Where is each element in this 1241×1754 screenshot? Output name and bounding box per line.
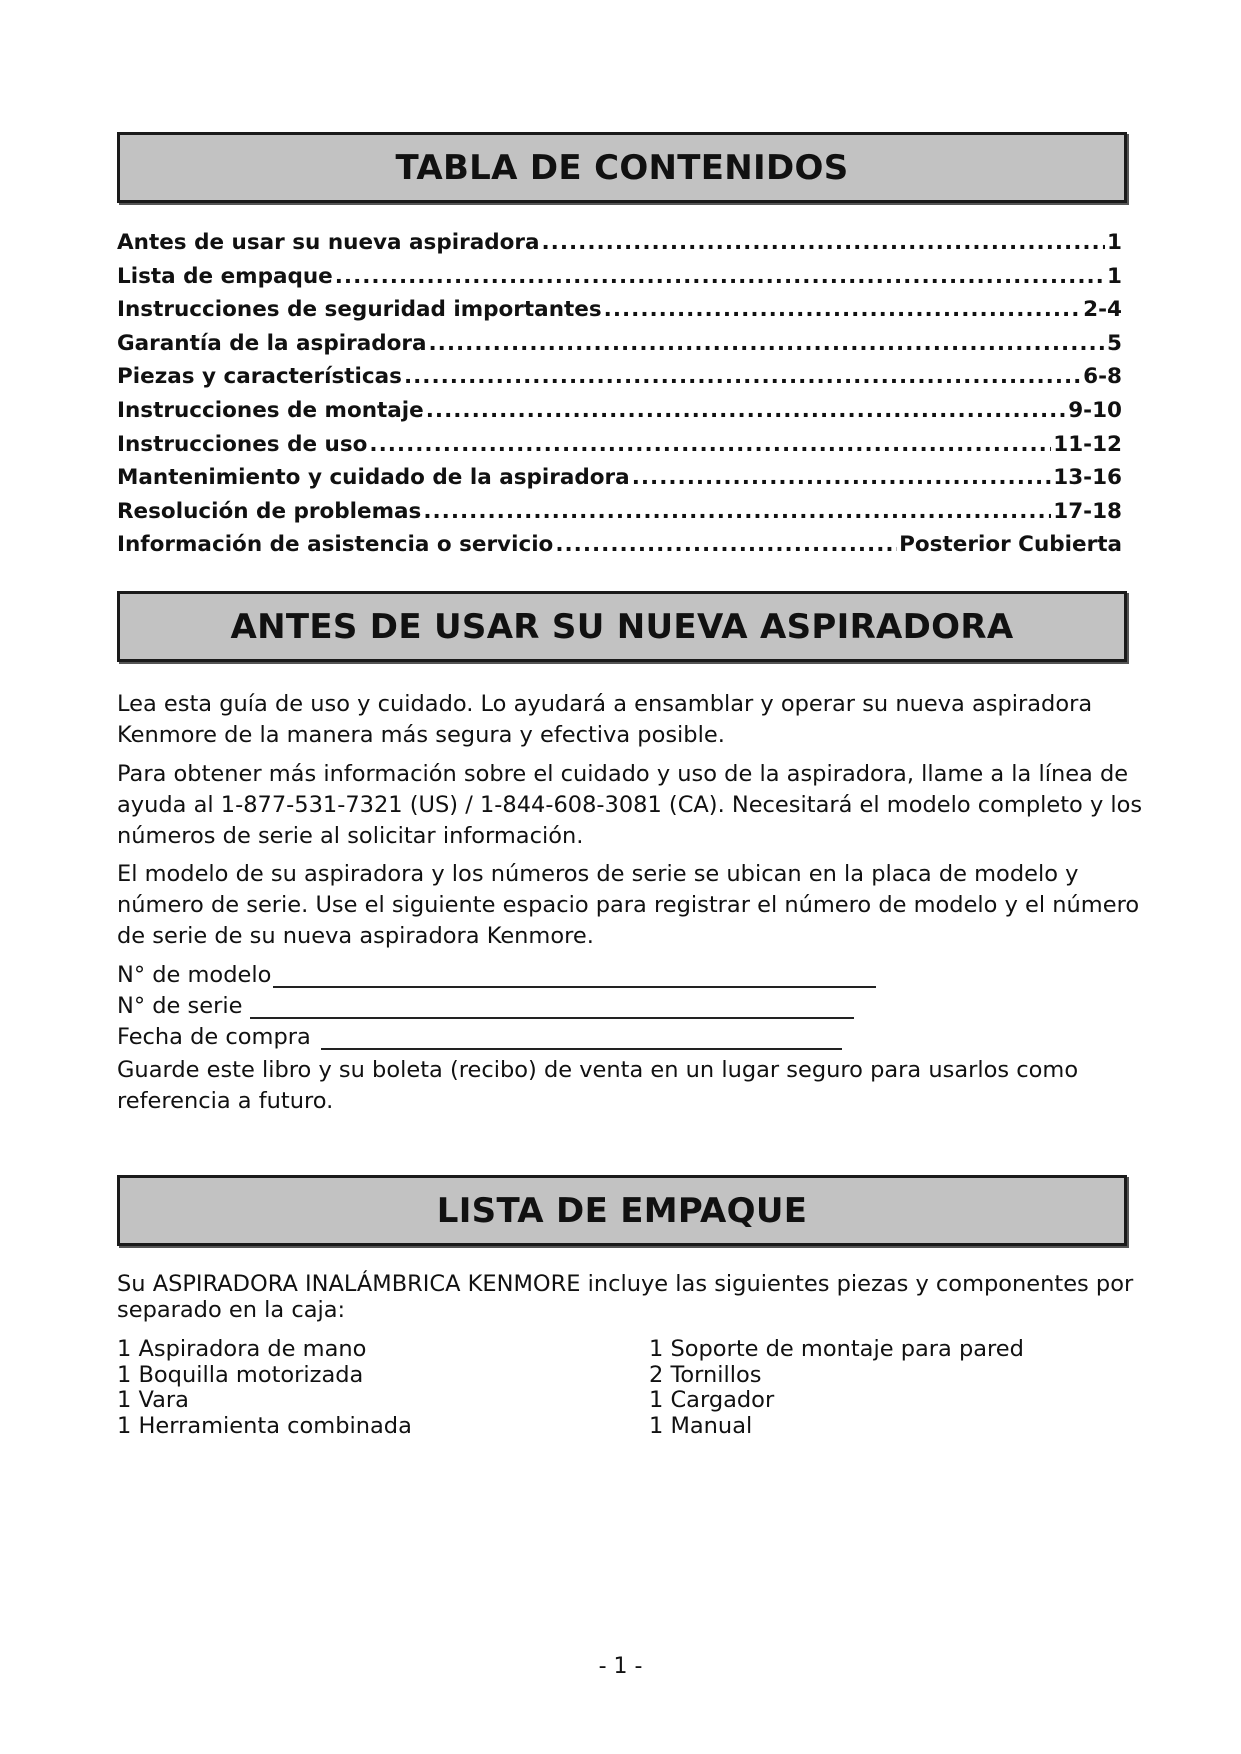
purchase-date-field bbox=[117, 1020, 842, 1050]
purchase-date-blank-line bbox=[321, 1026, 842, 1050]
toc-entry bbox=[117, 465, 1122, 499]
toc-entry-page: 11-12 bbox=[1053, 431, 1122, 457]
packing-list-heading: LISTA DE EMPAQUE bbox=[117, 1175, 1127, 1246]
toc-leader-dots bbox=[369, 432, 1051, 457]
model-number-label: N° de modelo bbox=[117, 962, 272, 988]
toc-leader-dots bbox=[423, 499, 1051, 524]
toc-leader-dots bbox=[604, 297, 1082, 322]
packing-items-right bbox=[649, 1337, 1024, 1439]
purchase-date-label: Fecha de compra bbox=[117, 1024, 311, 1050]
toc-entry-page: 1 bbox=[1107, 230, 1122, 255]
toc-entry-page: 5 bbox=[1107, 330, 1122, 356]
packing-item: 1 Soporte de montaje para pared bbox=[649, 1336, 1024, 1362]
toc-entry bbox=[117, 331, 1122, 365]
model-number-field bbox=[117, 958, 876, 988]
packing-item: 1 Cargador bbox=[649, 1387, 775, 1413]
toc-entry bbox=[117, 532, 1122, 566]
serial-info-paragraph: El modelo de su aspiradora y los números de serie se ubican en la placa de modelo y número de serie. Use el siguiente espacio para registrar el número de modelo y el número de serie de su nueva aspiradora Kenmore. bbox=[117, 861, 1140, 949]
toc-leader-dots bbox=[555, 532, 897, 557]
toc-entry-page: 1 bbox=[1107, 263, 1122, 289]
packing-item: 1 Aspiradora de mano bbox=[117, 1336, 367, 1362]
toc-entry-page: 13-16 bbox=[1053, 465, 1122, 491]
packing-item: 1 Boquilla motorizada bbox=[117, 1361, 364, 1388]
toc-entry bbox=[117, 230, 1122, 264]
toc-leader-dots bbox=[335, 264, 1105, 289]
packing-item: 1 Manual bbox=[649, 1412, 753, 1439]
toc-entry-title: Piezas y características bbox=[117, 364, 402, 390]
toc-entry-title: Instrucciones de seguridad importantes bbox=[117, 297, 602, 323]
packing-intro: Su ASPIRADORA INALÁMBRICA KENMORE incluye las siguientes piezas y componentes por separado en la caja: bbox=[117, 1271, 1134, 1323]
toc-entry-title: Garantía de la aspiradora bbox=[117, 330, 427, 356]
serial-number-blank-line bbox=[250, 995, 854, 1019]
toc-leader-dots bbox=[426, 398, 1066, 423]
toc-entry-title: Información de asistencia o servicio bbox=[117, 532, 554, 558]
toc-heading: TABLA DE CONTENIDOS bbox=[117, 132, 1127, 203]
toc-leader-dots bbox=[541, 230, 1105, 255]
toc-leader-dots bbox=[428, 331, 1105, 356]
toc-entry bbox=[117, 499, 1122, 533]
toc-entry bbox=[117, 432, 1122, 466]
toc-entry-page: 6-8 bbox=[1083, 364, 1122, 390]
page-number: - 1 - bbox=[598, 1654, 643, 1679]
table-of-contents bbox=[117, 230, 1122, 566]
toc-entry-title: Instrucciones de montaje bbox=[117, 397, 424, 423]
toc-entry-title: Lista de empaque bbox=[117, 263, 333, 289]
toc-entry bbox=[117, 398, 1122, 432]
toc-entry bbox=[117, 264, 1122, 298]
toc-entry-title: Antes de usar su nueva aspiradora bbox=[117, 230, 540, 255]
toc-entry-title: Resolución de problemas bbox=[117, 498, 422, 524]
serial-number-field bbox=[117, 989, 854, 1019]
toc-entry-page: 9-10 bbox=[1068, 397, 1122, 423]
toc-leader-dots bbox=[632, 465, 1052, 490]
toc-leader-dots bbox=[404, 364, 1081, 389]
toc-entry-title: Mantenimiento y cuidado de la aspiradora bbox=[117, 465, 630, 491]
toc-entry-page: 17-18 bbox=[1053, 498, 1122, 524]
serial-number-label: N° de serie bbox=[117, 993, 243, 1019]
helpline-paragraph: Para obtener más información sobre el cuidado y uso de la aspiradora, llame a la línea de ayuda al 1-877-531-7321 (US) / 1-844-608-3081 (CA). Necesitará el modelo completo y los números de serie al solicitar información. bbox=[117, 761, 1143, 849]
toc-entry-page: 2-4 bbox=[1083, 297, 1122, 323]
intro-paragraph: Lea esta guía de uso y cuidado. Lo ayudará a ensamblar y operar su nueva aspiradora Kenmore de la manera más segura y efectiva posible. bbox=[117, 691, 1093, 748]
packing-item: 1 Vara bbox=[117, 1387, 189, 1413]
toc-entry-page: Posterior Cubierta bbox=[899, 532, 1122, 558]
packing-item: 2 Tornillos bbox=[649, 1361, 762, 1388]
keep-receipt-paragraph: Guarde este libro y su boleta (recibo) de venta en un lugar seguro para usarlos como referencia a futuro. bbox=[117, 1057, 1079, 1114]
toc-entry-title: Instrucciones de uso bbox=[117, 431, 368, 457]
packing-items-left bbox=[117, 1337, 412, 1439]
packing-item: 1 Herramienta combinada bbox=[117, 1412, 412, 1439]
toc-entry bbox=[117, 364, 1122, 398]
before-use-heading: ANTES DE USAR SU NUEVA ASPIRADORA bbox=[117, 591, 1127, 662]
toc-entry bbox=[117, 297, 1122, 331]
model-number-blank-line bbox=[273, 964, 876, 988]
